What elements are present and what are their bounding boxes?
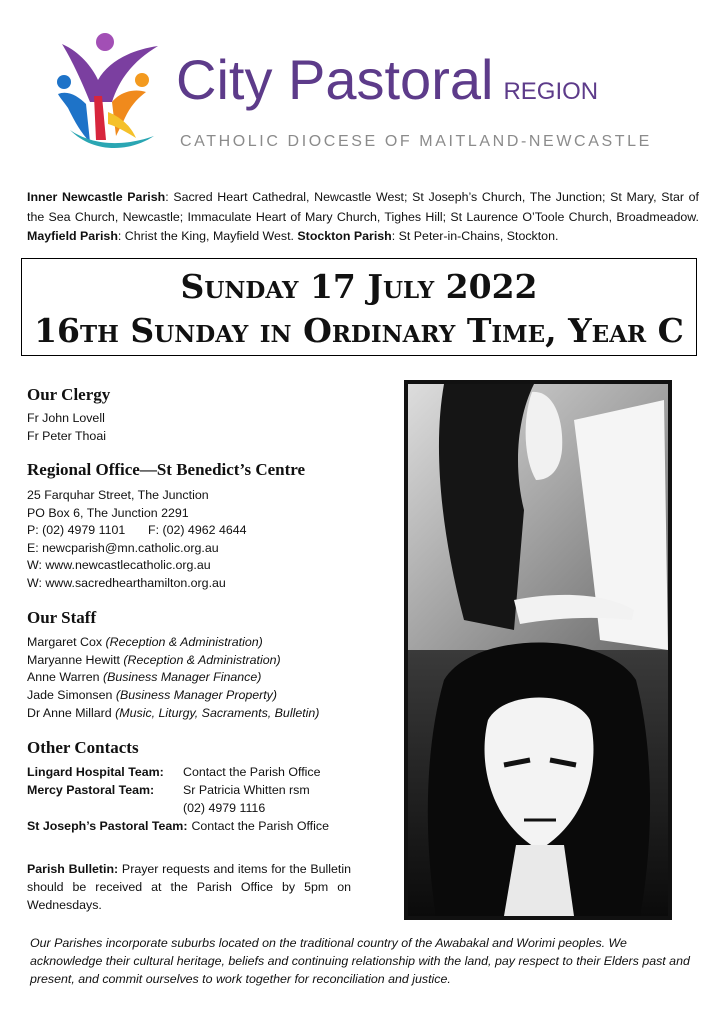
header-title-block [176, 48, 599, 111]
parish-list [27, 188, 699, 247]
staff-item [27, 634, 263, 652]
staff-role: (Reception & Administration) [105, 635, 263, 649]
contact-label: Mercy Pastoral Team: [27, 783, 155, 797]
office-email[interactable]: E: newcparish@mn.catholic.org.au [27, 541, 219, 555]
clergy-item: Fr John Lovell [27, 411, 105, 425]
logo-purple-head [96, 33, 114, 51]
staff-heading: Our Staff [27, 608, 97, 627]
contact-value: Sr Patricia Whitten rsm [183, 783, 310, 797]
staff-name: Maryanne Hewitt [27, 653, 124, 667]
contact-row [27, 764, 321, 782]
contact-value: Contact the Parish Office [183, 765, 321, 779]
inner-parish-label: Inner Newcastle Parish [27, 190, 166, 204]
staff-role: (Music, Liturgy, Sacraments, Bulletin) [115, 706, 320, 720]
logo-blue-head [57, 75, 71, 89]
inner-parish-text: : Sacred Heart Cathedral, Newcastle West; St Joseph’s Church, The Junction; St Mary, Star of the Sea Church, Newcastle; Immaculate Heart of Mary Church, Tighes Hill; St Laurence O’Toole Church, Broadmeadow. [27, 190, 700, 224]
contact-phone: (02) 4979 1116 [183, 801, 266, 815]
diocese-subtitle: CATHOLIC DIOCESE OF MAITLAND-NEWCASTLE [180, 133, 652, 150]
office-address-line: PO Box 6, The Junction 2291 [27, 506, 189, 520]
contact-row [27, 782, 310, 800]
logo-red-figure [94, 96, 106, 140]
bulletin-label: Parish Bulletin: [27, 862, 119, 876]
clergy-item: Fr Peter Thoai [27, 429, 106, 443]
staff-item [27, 705, 319, 723]
staff-name: Dr Anne Millard [27, 706, 116, 720]
staff-item [27, 652, 281, 670]
office-fax: F: (02) 4962 4644 [148, 523, 247, 537]
office-website[interactable]: W: www.sacredhearthamilton.org.au [27, 576, 226, 590]
contact-label: Lingard Hospital Team: [27, 765, 164, 779]
contact-value: Contact the Parish Office [191, 819, 329, 833]
site-title-suffix: REGION [503, 78, 599, 105]
staff-name: Margaret Cox [27, 635, 106, 649]
artwork-lower-neck [504, 845, 574, 916]
bulletin-text: Prayer requests and items for the Bulletin should be received at the Parish Office by 5pm on Wednesdays. [27, 862, 351, 912]
city-pastoral-logo [50, 32, 170, 154]
site-title: City Pastoral [176, 48, 494, 111]
logo-orange-head [135, 73, 149, 87]
contact-row [27, 818, 329, 836]
contact-label: St Joseph’s Pastoral Team: [27, 819, 188, 833]
liturgical-heading: 16th Sunday in Ordinary Time, Year C [34, 311, 684, 350]
office-phone: P: (02) 4979 1101 [27, 523, 126, 537]
staff-role: (Business Manager Finance) [102, 670, 262, 684]
staff-item [27, 669, 261, 687]
staff-name: Jade Simonsen [27, 688, 116, 702]
acknowledgement-of-country: Our Parishes incorporate suburbs located on the traditional country of the Awabakal and Worimi peoples. We acknowledge their cultural heritage, beliefs and continuing relationship with the land, pay respect to their Elders past and present, and commit ourselves to work together for reconciliation and justice. [30, 936, 690, 986]
artwork-illustration [404, 380, 672, 920]
staff-item [27, 687, 277, 705]
stockton-parish-text: : St Peter-in-Chains, Stockton. [391, 229, 559, 243]
office-website[interactable]: W: www.newcastlecatholic.org.au [27, 558, 211, 572]
date-box [21, 258, 697, 356]
staff-name: Anne Warren [27, 670, 103, 684]
mayfield-parish-text: : Christ the King, Mayfield West. [117, 229, 298, 243]
office-address-line: 25 Farquhar Street, The Junction [27, 488, 209, 502]
bulletin-note [27, 860, 351, 914]
mayfield-parish-label: Mayfield Parish [27, 229, 118, 243]
clergy-heading: Our Clergy [27, 385, 111, 404]
date-heading: Sunday 17 July 2022 [180, 267, 538, 306]
contacts-heading: Other Contacts [27, 738, 139, 757]
logo-blue-figure [58, 93, 90, 142]
stockton-parish-label: Stockton Parish [297, 229, 392, 243]
staff-role: (Business Manager Property) [115, 688, 278, 702]
staff-role: (Reception & Administration) [123, 653, 281, 667]
office-heading: Regional Office—St Benedict’s Centre [27, 460, 306, 479]
